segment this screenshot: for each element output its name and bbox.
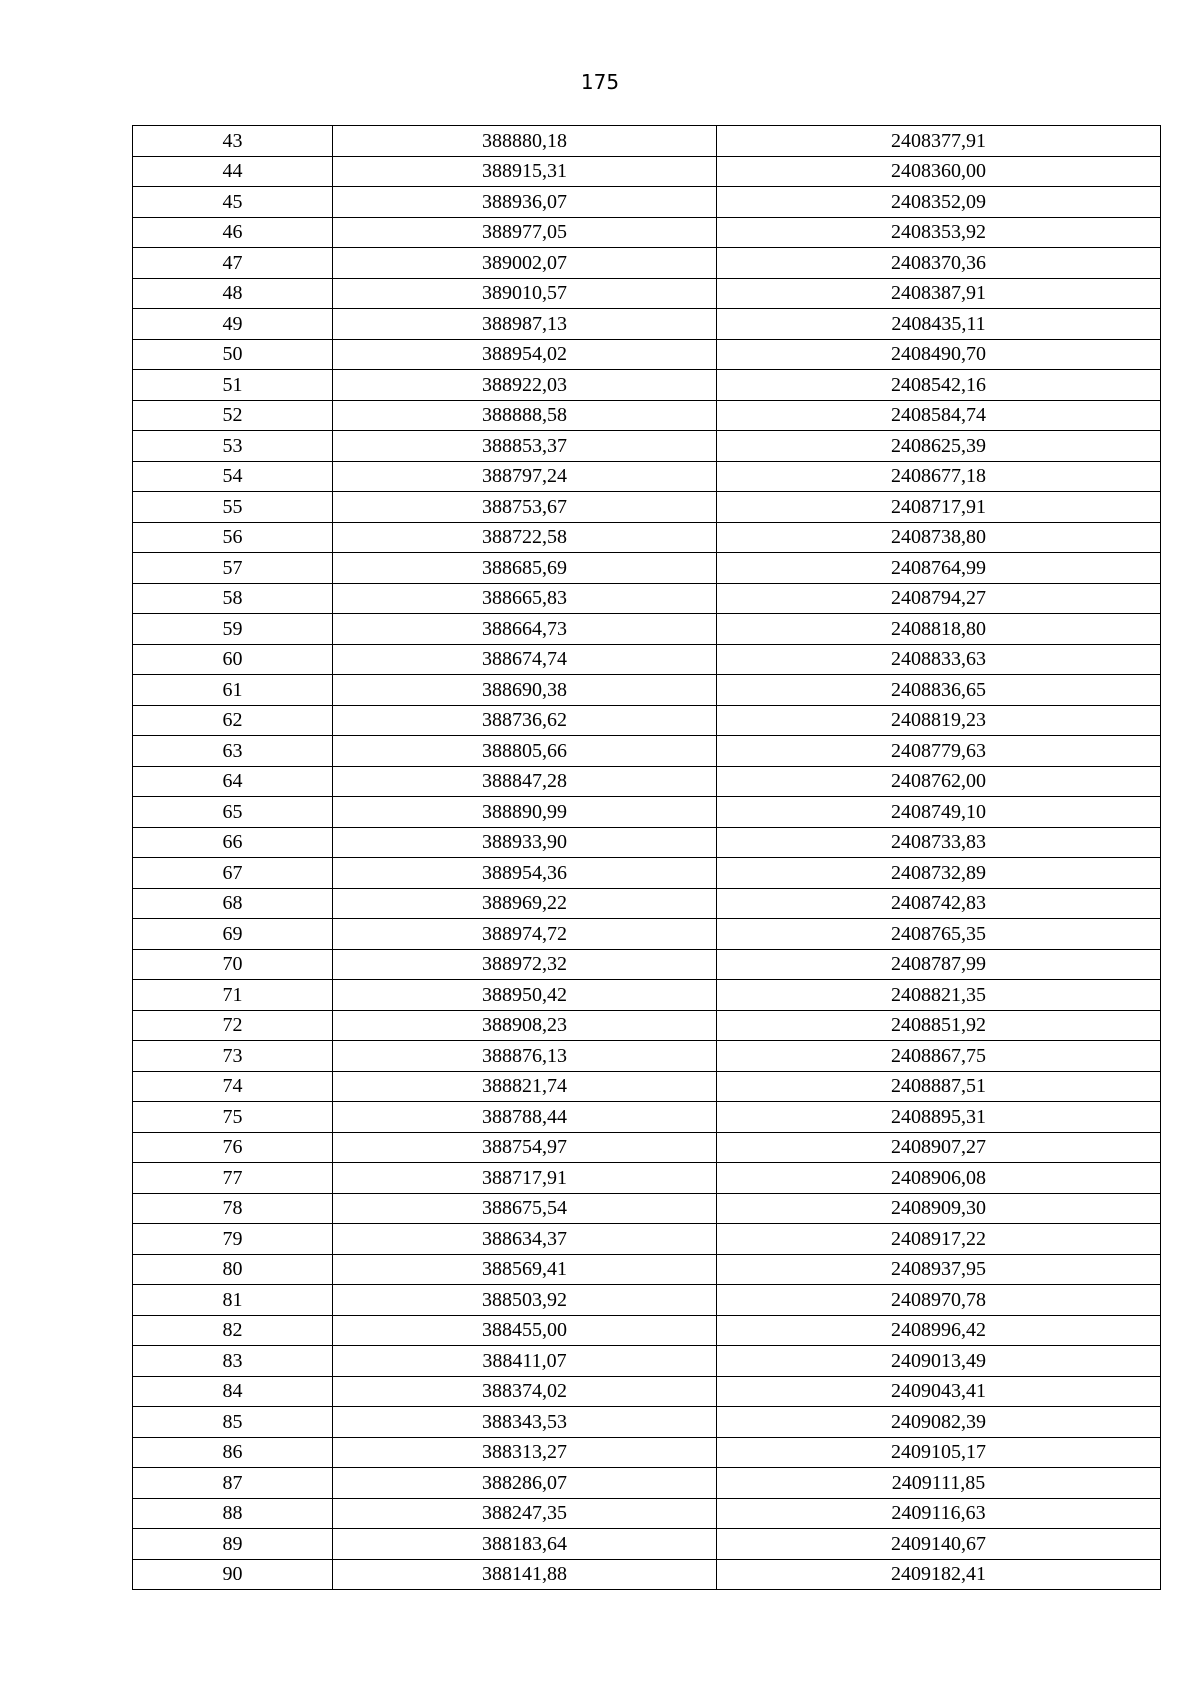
x-coordinate-cell: 388788,44 [333,1102,717,1133]
point-number-cell: 60 [133,644,333,675]
y-coordinate-cell: 2408970,78 [717,1285,1161,1316]
table-row [133,980,1161,1011]
point-number-cell: 80 [133,1254,333,1285]
point-number-cell: 64 [133,766,333,797]
table-row [133,1376,1161,1407]
y-coordinate-cell: 2408762,00 [717,766,1161,797]
table-row [133,1071,1161,1102]
table-row [133,1132,1161,1163]
y-coordinate-cell: 2408794,27 [717,583,1161,614]
point-number-cell: 48 [133,278,333,309]
point-number-cell: 59 [133,614,333,645]
y-coordinate-cell: 2408490,70 [717,339,1161,370]
table-row [133,187,1161,218]
table-row [133,1102,1161,1133]
y-coordinate-cell: 2408742,83 [717,888,1161,919]
table-row [133,1315,1161,1346]
point-number-cell: 49 [133,309,333,340]
x-coordinate-cell: 388797,24 [333,461,717,492]
x-coordinate-cell: 388987,13 [333,309,717,340]
point-number-cell: 83 [133,1346,333,1377]
table-row [133,248,1161,279]
point-number-cell: 75 [133,1102,333,1133]
point-number-cell: 62 [133,705,333,736]
point-number-cell: 72 [133,1010,333,1041]
point-number-cell: 61 [133,675,333,706]
y-coordinate-cell: 2409082,39 [717,1407,1161,1438]
x-coordinate-cell: 388936,07 [333,187,717,218]
y-coordinate-cell: 2409013,49 [717,1346,1161,1377]
y-coordinate-cell: 2408907,27 [717,1132,1161,1163]
x-coordinate-cell: 388954,36 [333,858,717,889]
y-coordinate-cell: 2408677,18 [717,461,1161,492]
table-row [133,1285,1161,1316]
x-coordinate-cell: 388933,90 [333,827,717,858]
y-coordinate-cell: 2408387,91 [717,278,1161,309]
x-coordinate-cell: 388665,83 [333,583,717,614]
point-number-cell: 47 [133,248,333,279]
point-number-cell: 43 [133,126,333,157]
x-coordinate-cell: 388374,02 [333,1376,717,1407]
y-coordinate-cell: 2408821,35 [717,980,1161,1011]
x-coordinate-cell: 388286,07 [333,1468,717,1499]
y-coordinate-cell: 2408996,42 [717,1315,1161,1346]
table-row [133,461,1161,492]
x-coordinate-cell: 388674,74 [333,644,717,675]
y-coordinate-cell: 2408764,99 [717,553,1161,584]
point-number-cell: 78 [133,1193,333,1224]
x-coordinate-cell: 388343,53 [333,1407,717,1438]
table-row [133,614,1161,645]
y-coordinate-cell: 2408765,35 [717,919,1161,950]
point-number-cell: 66 [133,827,333,858]
y-coordinate-cell: 2408360,00 [717,156,1161,187]
coordinates-table [132,125,1161,1590]
x-coordinate-cell: 388805,66 [333,736,717,767]
table-row [133,553,1161,584]
table-row [133,797,1161,828]
y-coordinate-cell: 2408733,83 [717,827,1161,858]
x-coordinate-cell: 388954,02 [333,339,717,370]
y-coordinate-cell: 2408352,09 [717,187,1161,218]
point-number-cell: 67 [133,858,333,889]
y-coordinate-cell: 2408353,92 [717,217,1161,248]
point-number-cell: 44 [133,156,333,187]
point-number-cell: 65 [133,797,333,828]
point-number-cell: 63 [133,736,333,767]
x-coordinate-cell: 388847,28 [333,766,717,797]
table-row [133,858,1161,889]
x-coordinate-cell: 388455,00 [333,1315,717,1346]
table-row [133,431,1161,462]
y-coordinate-cell: 2408370,36 [717,248,1161,279]
table-row [133,827,1161,858]
x-coordinate-cell: 388664,73 [333,614,717,645]
x-coordinate-cell: 388411,07 [333,1346,717,1377]
y-coordinate-cell: 2408906,08 [717,1163,1161,1194]
point-number-cell: 86 [133,1437,333,1468]
table-row [133,400,1161,431]
x-coordinate-cell: 389010,57 [333,278,717,309]
point-number-cell: 69 [133,919,333,950]
point-number-cell: 54 [133,461,333,492]
y-coordinate-cell: 2408851,92 [717,1010,1161,1041]
y-coordinate-cell: 2408895,31 [717,1102,1161,1133]
table-row [133,1193,1161,1224]
y-coordinate-cell: 2408909,30 [717,1193,1161,1224]
x-coordinate-cell: 388915,31 [333,156,717,187]
x-coordinate-cell: 388141,88 [333,1559,717,1590]
y-coordinate-cell: 2408867,75 [717,1041,1161,1072]
y-coordinate-cell: 2408917,22 [717,1224,1161,1255]
x-coordinate-cell: 388969,22 [333,888,717,919]
point-number-cell: 81 [133,1285,333,1316]
y-coordinate-cell: 2409116,63 [717,1498,1161,1529]
page-number: 175 [580,70,620,94]
point-number-cell: 58 [133,583,333,614]
point-number-cell: 77 [133,1163,333,1194]
y-coordinate-cell: 2408836,65 [717,675,1161,706]
x-coordinate-cell: 388722,58 [333,522,717,553]
x-coordinate-cell: 389002,07 [333,248,717,279]
y-coordinate-cell: 2408584,74 [717,400,1161,431]
point-number-cell: 89 [133,1529,333,1560]
x-coordinate-cell: 388736,62 [333,705,717,736]
y-coordinate-cell: 2408625,39 [717,431,1161,462]
x-coordinate-cell: 388974,72 [333,919,717,950]
coordinates-table-body [133,126,1161,1590]
x-coordinate-cell: 388675,54 [333,1193,717,1224]
x-coordinate-cell: 388922,03 [333,370,717,401]
y-coordinate-cell: 2409105,17 [717,1437,1161,1468]
table-row [133,309,1161,340]
point-number-cell: 45 [133,187,333,218]
point-number-cell: 74 [133,1071,333,1102]
table-row [133,583,1161,614]
y-coordinate-cell: 2408787,99 [717,949,1161,980]
x-coordinate-cell: 388950,42 [333,980,717,1011]
point-number-cell: 82 [133,1315,333,1346]
x-coordinate-cell: 388908,23 [333,1010,717,1041]
point-number-cell: 68 [133,888,333,919]
y-coordinate-cell: 2408435,11 [717,309,1161,340]
point-number-cell: 51 [133,370,333,401]
table-row [133,766,1161,797]
x-coordinate-cell: 388888,58 [333,400,717,431]
table-row [133,1010,1161,1041]
point-number-cell: 85 [133,1407,333,1438]
point-number-cell: 50 [133,339,333,370]
x-coordinate-cell: 388569,41 [333,1254,717,1285]
point-number-cell: 88 [133,1498,333,1529]
point-number-cell: 57 [133,553,333,584]
table-row [133,1468,1161,1499]
y-coordinate-cell: 2408937,95 [717,1254,1161,1285]
y-coordinate-cell: 2408749,10 [717,797,1161,828]
table-row [133,1346,1161,1377]
table-row [133,156,1161,187]
table-row [133,370,1161,401]
point-number-cell: 87 [133,1468,333,1499]
y-coordinate-cell: 2409043,41 [717,1376,1161,1407]
x-coordinate-cell: 388503,92 [333,1285,717,1316]
point-number-cell: 46 [133,217,333,248]
x-coordinate-cell: 388876,13 [333,1041,717,1072]
table-row [133,888,1161,919]
y-coordinate-cell: 2409111,85 [717,1468,1161,1499]
x-coordinate-cell: 388685,69 [333,553,717,584]
table-row [133,1254,1161,1285]
point-number-cell: 90 [133,1559,333,1590]
table-row [133,1498,1161,1529]
y-coordinate-cell: 2408542,16 [717,370,1161,401]
table-row [133,1529,1161,1560]
table-row [133,1041,1161,1072]
x-coordinate-cell: 388247,35 [333,1498,717,1529]
y-coordinate-cell: 2408819,23 [717,705,1161,736]
point-number-cell: 53 [133,431,333,462]
y-coordinate-cell: 2408818,80 [717,614,1161,645]
table-row [133,736,1161,767]
table-row [133,126,1161,157]
x-coordinate-cell: 388634,37 [333,1224,717,1255]
y-coordinate-cell: 2408732,89 [717,858,1161,889]
table-row [133,675,1161,706]
x-coordinate-cell: 388880,18 [333,126,717,157]
x-coordinate-cell: 388183,64 [333,1529,717,1560]
point-number-cell: 76 [133,1132,333,1163]
table-row [133,522,1161,553]
table-row [133,949,1161,980]
y-coordinate-cell: 2408779,63 [717,736,1161,767]
point-number-cell: 73 [133,1041,333,1072]
y-coordinate-cell: 2408887,51 [717,1071,1161,1102]
table-row [133,1559,1161,1590]
table-row [133,1224,1161,1255]
x-coordinate-cell: 388977,05 [333,217,717,248]
y-coordinate-cell: 2408377,91 [717,126,1161,157]
y-coordinate-cell: 2408738,80 [717,522,1161,553]
x-coordinate-cell: 388690,38 [333,675,717,706]
table-row [133,705,1161,736]
x-coordinate-cell: 388972,32 [333,949,717,980]
x-coordinate-cell: 388753,67 [333,492,717,523]
point-number-cell: 71 [133,980,333,1011]
point-number-cell: 52 [133,400,333,431]
table-row [133,492,1161,523]
x-coordinate-cell: 388890,99 [333,797,717,828]
table-row [133,217,1161,248]
y-coordinate-cell: 2409182,41 [717,1559,1161,1590]
y-coordinate-cell: 2408717,91 [717,492,1161,523]
table-row [133,339,1161,370]
table-row [133,278,1161,309]
x-coordinate-cell: 388821,74 [333,1071,717,1102]
point-number-cell: 55 [133,492,333,523]
table-row [133,644,1161,675]
table-row [133,919,1161,950]
x-coordinate-cell: 388313,27 [333,1437,717,1468]
y-coordinate-cell: 2408833,63 [717,644,1161,675]
x-coordinate-cell: 388853,37 [333,431,717,462]
table-row [133,1437,1161,1468]
point-number-cell: 56 [133,522,333,553]
x-coordinate-cell: 388717,91 [333,1163,717,1194]
y-coordinate-cell: 2409140,67 [717,1529,1161,1560]
table-row [133,1163,1161,1194]
point-number-cell: 84 [133,1376,333,1407]
table-row [133,1407,1161,1438]
point-number-cell: 79 [133,1224,333,1255]
point-number-cell: 70 [133,949,333,980]
x-coordinate-cell: 388754,97 [333,1132,717,1163]
